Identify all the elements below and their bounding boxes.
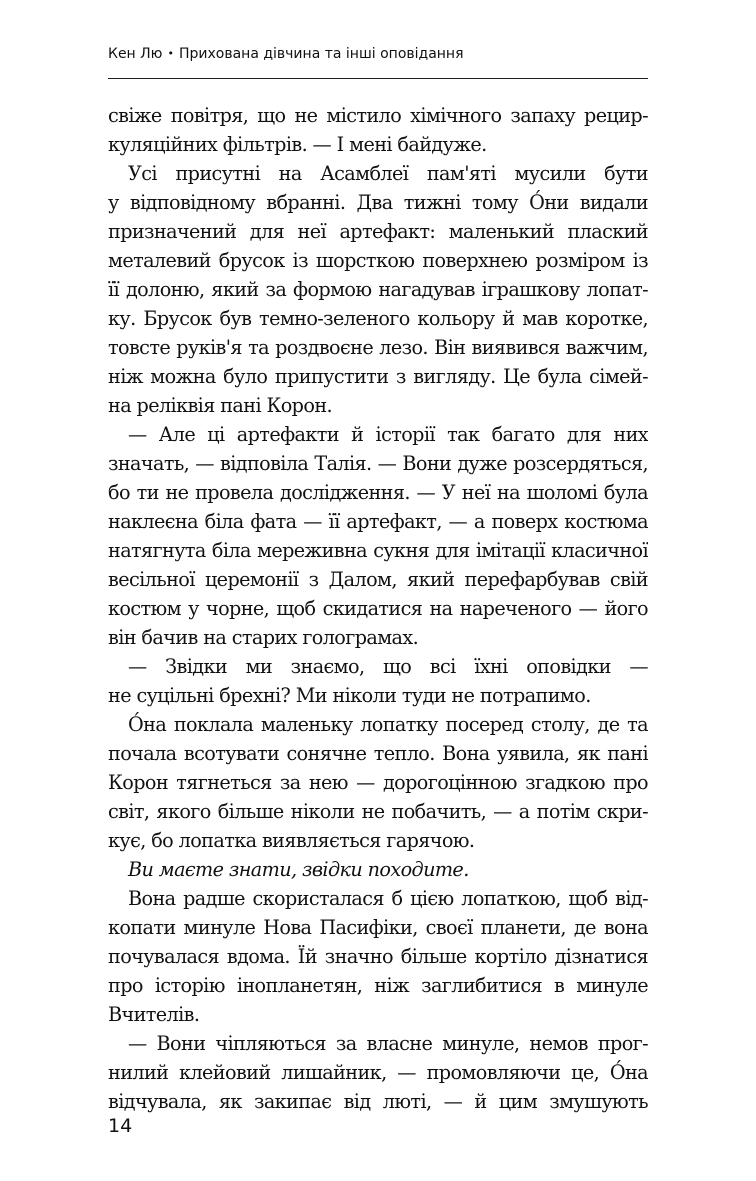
text-line: значать, — відповіла Талія. — Вони дуже розсердяться, [108, 452, 648, 475]
text-line: костюм у чорне, щоб скидатися на нареченого — його [108, 597, 648, 620]
text-line: на реліквія пані Корон. [108, 394, 333, 417]
text-line: світ, якого більше ніколи не побачить, — а потім скри- [108, 800, 648, 823]
text-line: натягнута біла мереживна сукня для імітації класичної [108, 539, 648, 562]
text-line: почувалася вдома. Їй значно більше кортіло дізнатися [108, 945, 648, 968]
text-line: товсте руків'я та роздвоєне лезо. Він виявився важчим, [108, 336, 648, 359]
text-line: — Вони чіпляються за власне минуле, немов прог- [128, 1032, 648, 1055]
text-line-italic: Ви маєте знати, звідки походите. [128, 858, 469, 881]
text-line: — Але ці артефакти й історії так багато для них [128, 423, 648, 446]
text-line: бо ти не провела дослідження. — У неї на шоломі була [108, 481, 648, 504]
text-line: її долоню, який за формою нагадував іграшкову лопат- [108, 278, 648, 301]
running-head [108, 44, 668, 65]
text-line: весільної церемонії з Далом, який перефарбував свій [108, 568, 648, 591]
text-line: почала всотувати сонячне тепло. Вона уявила, як пані [108, 742, 648, 765]
text-line: копати минуле Нова Пасифіки, своєї планети, де вона [108, 916, 648, 939]
text-line: про історію інопланетян, ніж заглибитися в минуле [108, 974, 648, 997]
running-head-separator: • [167, 47, 174, 60]
text-line: Корон тягнеться за нею — дорогоцінною згадкою про [108, 771, 648, 794]
text-line: куляційних фільтрів. — І мені байдуже. [108, 133, 487, 156]
page-number: 14 [108, 1115, 133, 1137]
text-line: — Звідки ми знаємо, що всі їхні оповідки — [128, 655, 648, 678]
text-line: свіже повітря, що не містило хімічного запаху рецир- [108, 104, 648, 127]
text-line: Усі присутні на Асамблеї пам'яті мусили бути [128, 162, 648, 185]
text-line: кує, бо лопатка виявляється гарячою. [108, 829, 475, 852]
text-line: у відповідному вбранні. Два тижні тому О́ни видали [108, 191, 648, 214]
text-line: призначений для неї артефакт: маленький плаский [108, 220, 648, 243]
text-line: нилий клейовий лишайник, — промовляючи це, О́на [108, 1061, 648, 1084]
text-line: ніж можна було припустити з вигляду. Це була сімей- [108, 365, 648, 388]
running-head-book-title: Прихована дівчина та інші оповідання [178, 46, 464, 62]
text-line: Вчителів. [108, 1003, 200, 1026]
text-line: О́на поклала маленьку лопатку посеред столу, де та [128, 713, 648, 736]
text-line: ку. Брусок був темно-зеленого кольору й мав коротке, [108, 307, 648, 330]
body-text [108, 101, 648, 1116]
text-line: Вона радше скористалася б цією лопаткою, щоб від- [128, 887, 648, 910]
running-head-author: Кен Лю [108, 46, 163, 62]
header-rule [108, 78, 648, 79]
text-line: наклеєна біла фата — її артефакт, — а поверх костюма [108, 510, 648, 533]
text-line: він бачив на старих голограмах. [108, 626, 419, 649]
text-line: відчувала, як закипає від люті, — й цим змушують [108, 1090, 648, 1113]
text-line: металевий брусок із шорсткою поверхнею розміром із [108, 249, 648, 272]
text-line: не суцільні брехні? Ми ніколи туди не потрапимо. [108, 684, 591, 707]
